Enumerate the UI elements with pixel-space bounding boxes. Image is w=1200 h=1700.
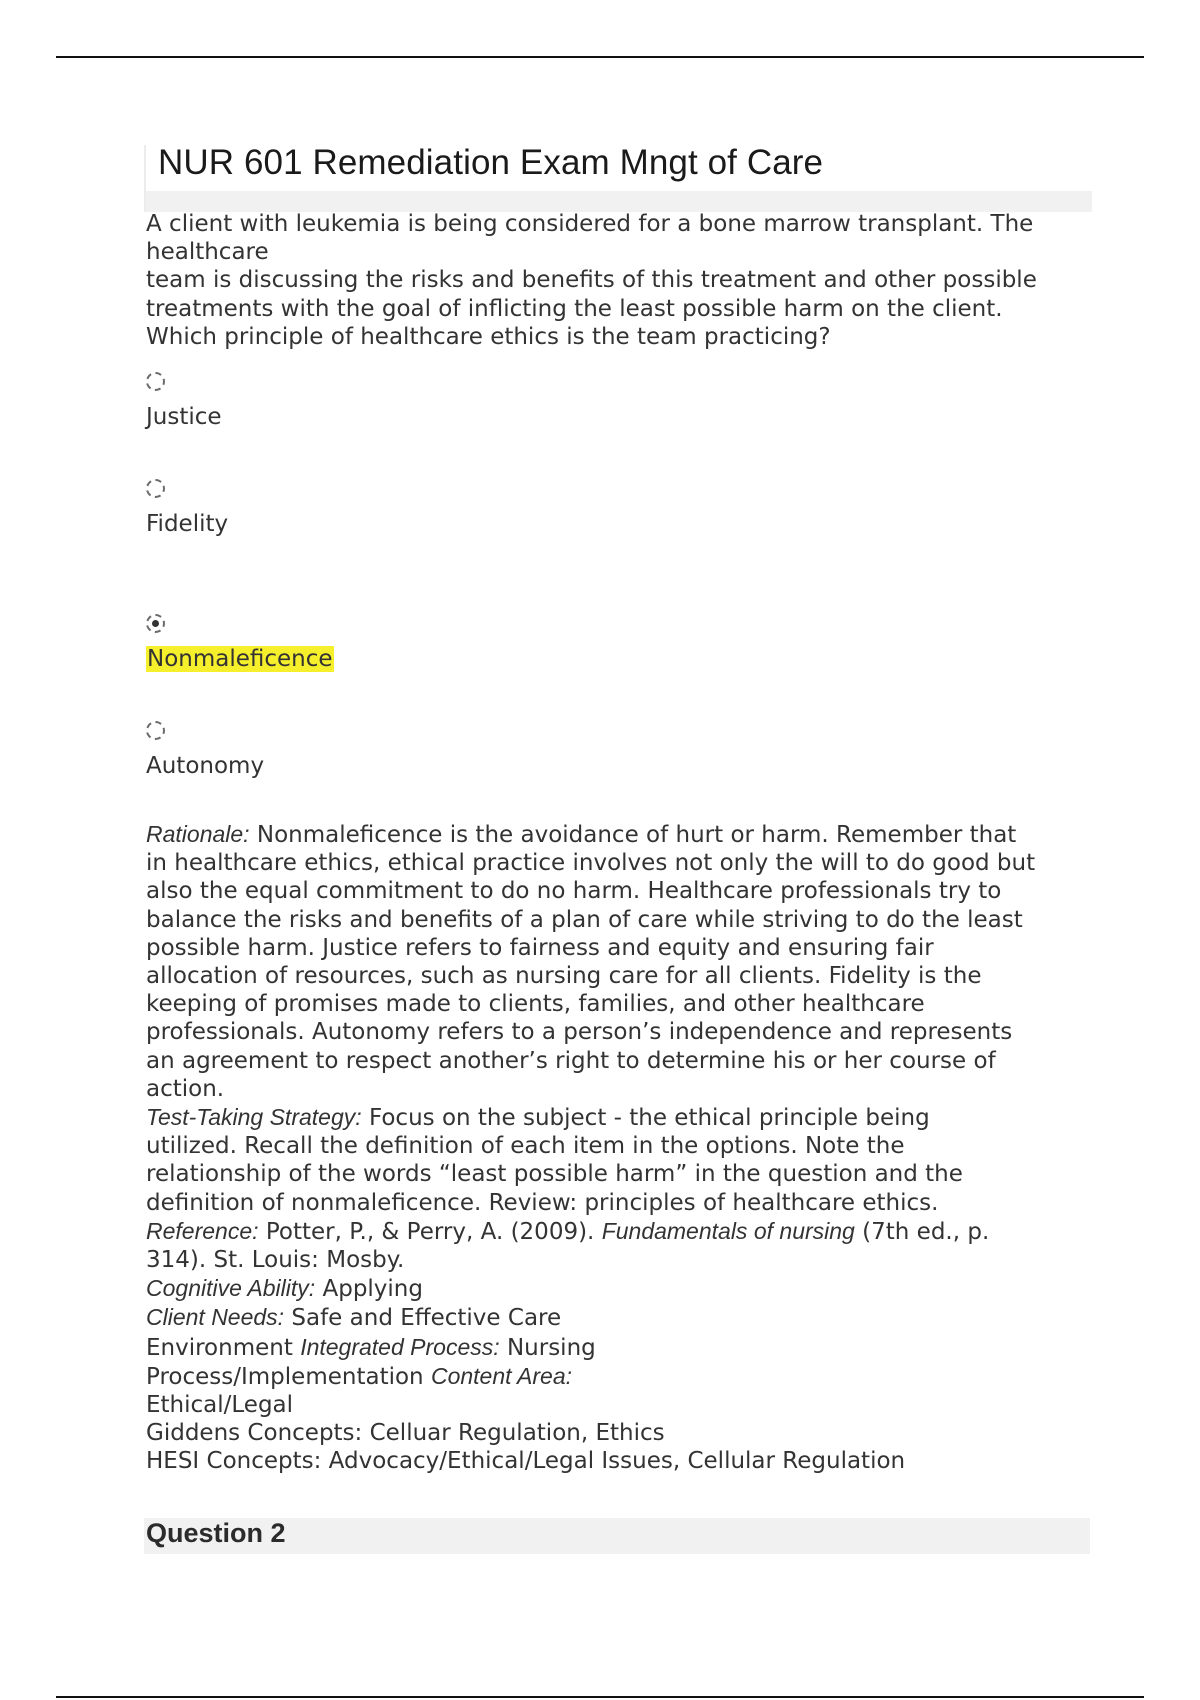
rationale-line: possible harm. Justice refers to fairness and equity and ensuring fair xyxy=(146,934,934,961)
integrated-process-value: Nursing xyxy=(506,1334,596,1361)
reference-label: Reference: xyxy=(146,1217,259,1244)
rationale-line: allocation of resources, such as nursing care for all clients. Fidelity is the xyxy=(146,963,982,990)
giddens-concepts: Giddens Concepts: Celluar Regulation, Ethics xyxy=(146,1420,665,1447)
strategy-line: definition of nonmaleficence. Review: principles of healthcare ethics. xyxy=(146,1189,939,1216)
client-needs-value: Safe and Effective Care xyxy=(291,1305,562,1332)
client-needs-label: Client Needs: xyxy=(146,1304,285,1331)
rationale-line: Nonmaleficence is the avoidance of hurt or harm. Remember that xyxy=(256,822,1017,848)
strategy-label: Test-Taking Strategy: xyxy=(146,1104,362,1131)
cognitive-ability-value: Applying xyxy=(322,1276,423,1303)
integrated-process-continued: Process/Implementation xyxy=(146,1363,424,1390)
option-radio-autonomy[interactable] xyxy=(146,721,165,740)
question-line: Which principle of healthcare ethics is the team practicing? xyxy=(146,323,831,350)
rationale-line: in healthcare ethics, ethical practice involves not only the will to do good but xyxy=(146,850,1036,877)
rationale-line: an agreement to respect another’s right to determine his or her course of xyxy=(146,1047,996,1074)
rationale-line: keeping of promises made to clients, families, and other healthcare xyxy=(146,991,925,1018)
strategy-line: utilized. Recall the definition of each item in the options. Note the xyxy=(146,1133,905,1160)
top-rule xyxy=(56,56,1144,58)
question-line: treatments with the goal of inflicting the least possible harm on the client. xyxy=(146,295,1003,322)
strategy-line: relationship of the words “least possible harm” in the question and the xyxy=(146,1161,963,1188)
rationale-line: balance the risks and benefits of a plan of care while striving to do the least xyxy=(146,906,1023,933)
question-2-heading: Question 2 xyxy=(146,1518,286,1548)
option-radio-nonmaleficence[interactable] xyxy=(146,614,165,633)
question-line: healthcare xyxy=(146,239,269,266)
reference-text: Potter, P., & Perry, A. (2009). xyxy=(265,1218,595,1245)
bottom-rule xyxy=(56,1696,1144,1698)
client-needs-continued: Environment xyxy=(146,1334,293,1361)
question-text xyxy=(146,210,1096,351)
reference-edition: (7th ed., p. xyxy=(862,1218,990,1245)
option-label-autonomy: Autonomy xyxy=(146,753,265,779)
content-area-label: Content Area: xyxy=(430,1362,573,1389)
rationale-label: Rationale: xyxy=(146,821,250,847)
option-radio-fidelity[interactable] xyxy=(146,479,165,498)
rationale-line: action. xyxy=(146,1075,225,1102)
option-label-nonmaleficence: Nonmaleficence xyxy=(147,646,333,672)
page-title: NUR 601 Remediation Exam Mngt of Care xyxy=(158,143,824,182)
option-label-justice: Justice xyxy=(146,404,222,430)
question-line: team is discussing the risks and benefits of this treatment and other possible xyxy=(146,267,1037,294)
integrated-process-label: Integrated Process: xyxy=(300,1333,500,1360)
cognitive-ability-label: Cognitive Ability: xyxy=(146,1275,316,1302)
strategy-line: Focus on the subject - the ethical principle being xyxy=(368,1105,930,1132)
option-radio-justice[interactable] xyxy=(146,372,165,391)
rationale-section xyxy=(146,820,1096,1476)
reference-publisher: 314). St. Louis: Mosby. xyxy=(146,1247,405,1274)
option-label-fidelity: Fidelity xyxy=(146,511,229,537)
question-2-band xyxy=(144,1518,1090,1554)
hesi-concepts: HESI Concepts: Advocacy/Ethical/Legal Issues, Cellular Regulation xyxy=(146,1448,906,1475)
rationale-line: also the equal commitment to do no harm. Healthcare professionals try to xyxy=(146,878,1002,905)
reference-book-title: Fundamentals of nursing xyxy=(601,1217,855,1244)
content-area-value: Ethical/Legal xyxy=(146,1392,294,1419)
rationale-line: professionals. Autonomy refers to a person’s independence and represents xyxy=(146,1019,1013,1046)
question-line: A client with leukemia is being considered for a bone marrow transplant. The xyxy=(146,211,1034,237)
